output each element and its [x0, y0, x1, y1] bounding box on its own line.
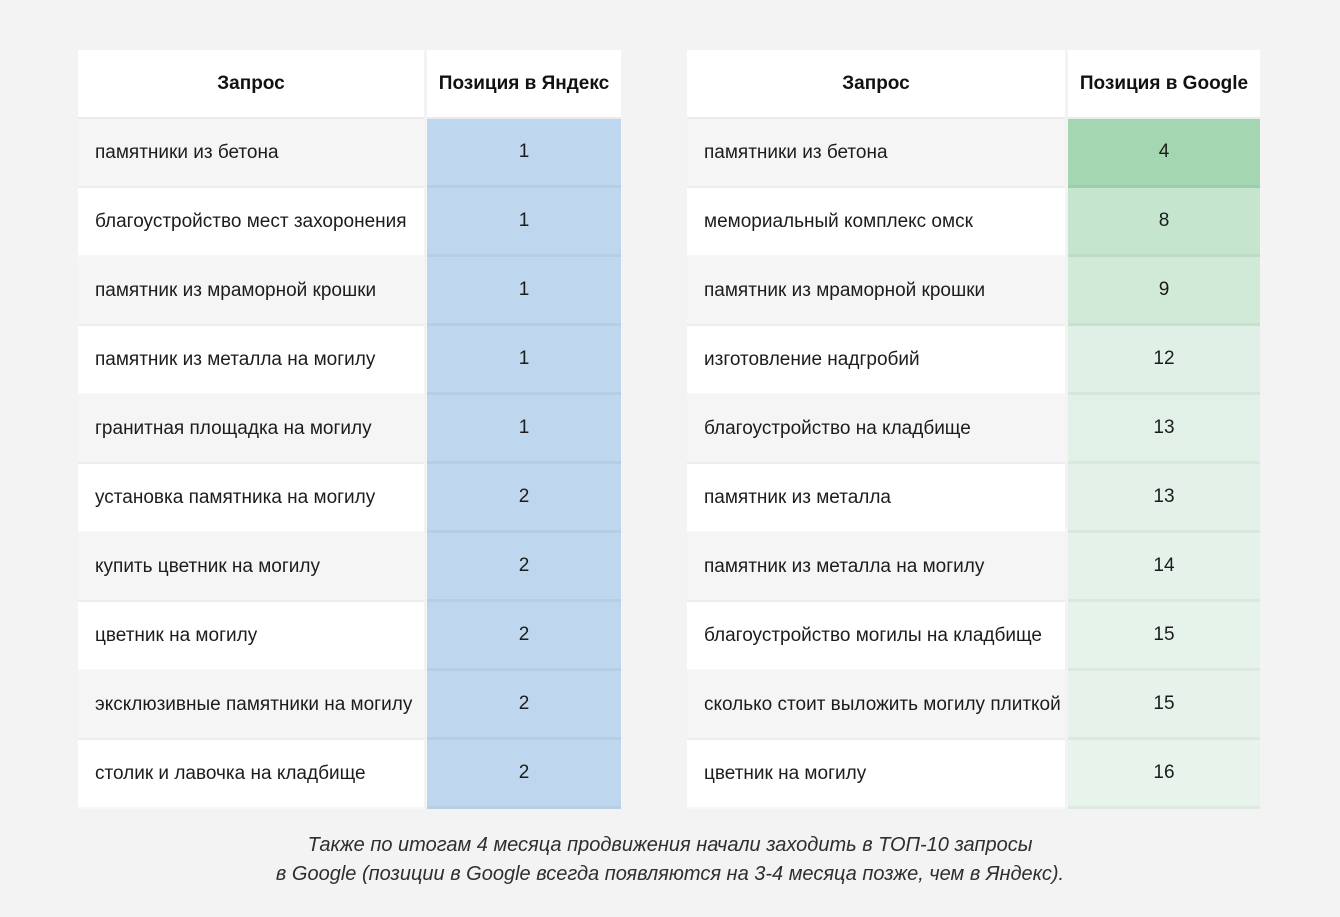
query-column-header: Запрос: [78, 50, 424, 119]
caption: [0, 831, 1340, 889]
caption-line-2: в Google (позиции в Google всегда появляются на 3-4 месяца позже, чем в Яндекс).: [275, 863, 1065, 885]
position-cell: 8: [1068, 188, 1260, 257]
position-cell: 2: [427, 464, 621, 533]
query-cell: установка памятника на могилу: [78, 464, 424, 533]
position-cell: 4: [1068, 119, 1260, 188]
position-cell: 12: [1068, 326, 1260, 395]
position-cell: 9: [1068, 257, 1260, 326]
query-cell: благоустройство на кладбище: [687, 395, 1065, 464]
query-cell: благоустройство могилы на кладбище: [687, 602, 1065, 671]
query-cell: столик и лавочка на кладбище: [78, 740, 424, 809]
position-cell: 15: [1068, 671, 1260, 740]
query-cell: изготовление надгробий: [687, 326, 1065, 395]
position-cell: 1: [427, 257, 621, 326]
position-cell: 14: [1068, 533, 1260, 602]
position-cell: 1: [427, 119, 621, 188]
query-cell: гранитная площадка на могилу: [78, 395, 424, 464]
position-cell: 1: [427, 188, 621, 257]
position-cell: 2: [427, 671, 621, 740]
query-cell: эксклюзивные памятники на могилу: [78, 671, 424, 740]
position-cell: 16: [1068, 740, 1260, 809]
caption-line-1: Также по итогам 4 месяца продвижения начали заходить в ТОП-10 запросы: [307, 834, 1033, 856]
position-cell: 2: [427, 533, 621, 602]
query-cell: купить цветник на могилу: [78, 533, 424, 602]
query-cell: памятники из бетона: [687, 119, 1065, 188]
position-cell: 13: [1068, 464, 1260, 533]
query-cell: цветник на могилу: [687, 740, 1065, 809]
query-cell: мемориальный комплекс омск: [687, 188, 1065, 257]
position-cell: 2: [427, 740, 621, 809]
query-cell: благоустройство мест захоронения: [78, 188, 424, 257]
yandex-position-column-header: Позиция в Яндекс: [427, 50, 621, 119]
query-cell: памятник из мраморной крошки: [78, 257, 424, 326]
position-cell: 1: [427, 326, 621, 395]
query-cell: цветник на могилу: [78, 602, 424, 671]
query-cell: сколько стоит выложить могилу плиткой: [687, 671, 1065, 740]
position-cell: 15: [1068, 602, 1260, 671]
query-cell: памятники из бетона: [78, 119, 424, 188]
query-cell: памятник из мраморной крошки: [687, 257, 1065, 326]
query-cell: памятник из металла: [687, 464, 1065, 533]
query-column-header: Запрос: [687, 50, 1065, 119]
google-positions-table: [687, 50, 1260, 809]
google-position-column-header: Позиция в Google: [1068, 50, 1260, 119]
query-cell: памятник из металла на могилу: [78, 326, 424, 395]
position-cell: 13: [1068, 395, 1260, 464]
position-cell: 1: [427, 395, 621, 464]
position-cell: 2: [427, 602, 621, 671]
query-cell: памятник из металла на могилу: [687, 533, 1065, 602]
yandex-positions-table: [78, 50, 621, 809]
